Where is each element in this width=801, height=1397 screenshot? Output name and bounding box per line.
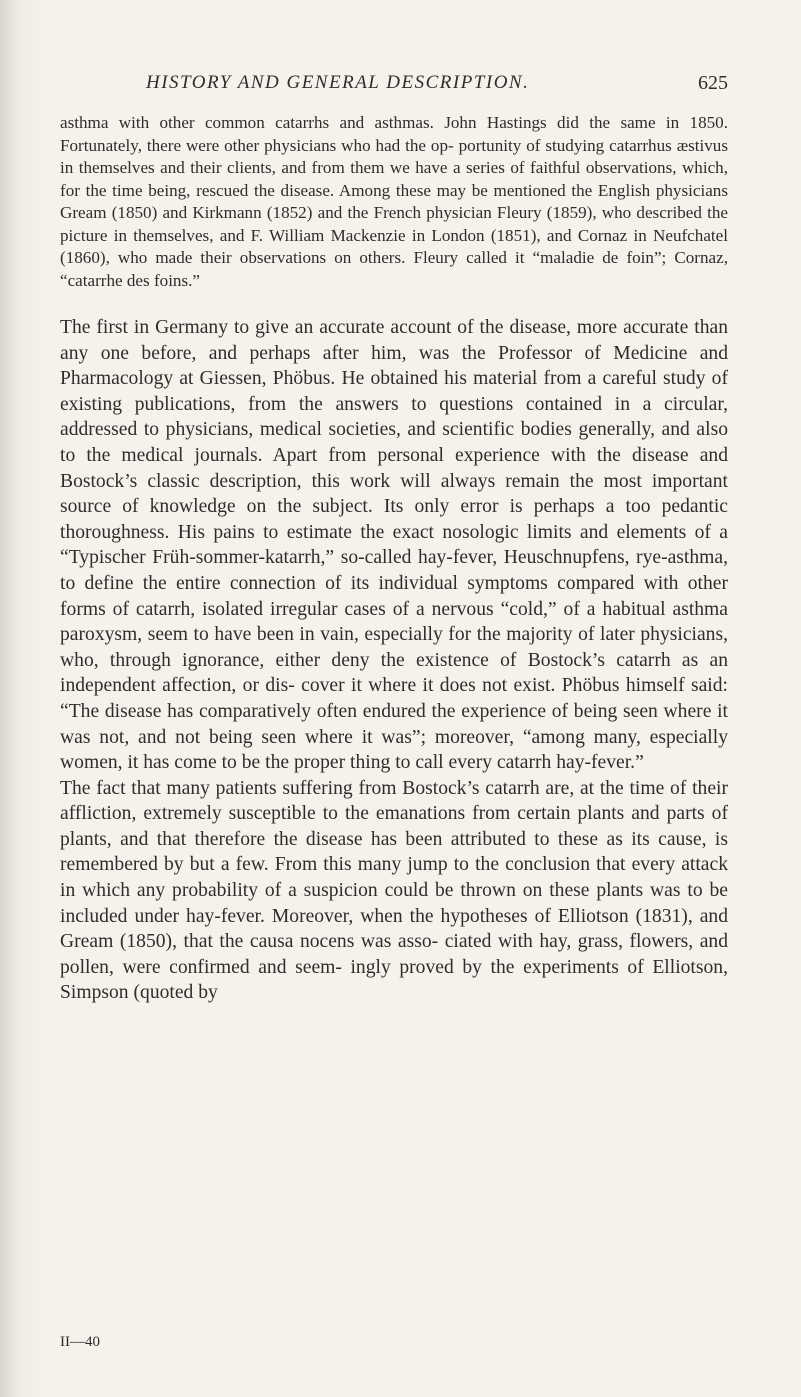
running-head: HISTORY AND GENERAL DESCRIPTION. [146,72,530,93]
page-number: 625 [698,72,728,94]
signature-mark: II—40 [60,1334,100,1350]
body-text [60,112,728,1006]
paragraph-3: The fact that many patients suffering from Bostock’s catarrh are, at the time of their affliction, extremely susceptible to the emanations from certain plants and parts of plants, and that therefore the disease has been attributed to these as its cause, is remembered by but a few. From this many jump to the conclusion that every attack in which any probability of a suspicion could be thrown on these plants was to be included under hay-fever. Moreover, when the hypotheses of Elliotson (1831), and Gream (1850), that the causa nocens was asso- ciated with hay, grass, flowers, and pollen, were confirmed and seem- ingly proved by the experiments of Elliotson, Simpson (quoted by [60,777,728,1004]
paragraph-2: The first in Germany to give an accurate account of the disease, more accurate than any one before, and perhaps after him, was the Professor of Medicine and Pharmacology at Giessen, Phöbus. He obtained his material from a careful study of existing publications, from the answers to questions contained in a circular, addressed to physicians, medical societies, and scientific bodies generally, and also to the medical journals. Apart from personal experience with the disease and Bostock’s classic description, this work will always remain the most important source of knowledge on the subject. Its only error is perhaps a too pedantic thoroughness. His pains to estimate the exact nosologic limits and elements of a “Typischer Früh-sommer-katarrh,” so-called hay-fever, Heuschnupfens, rye-asthma, to define the entire connection of its individual symptoms compared with other forms of catarrh, isolated irregular cases of a nervous “cold,” of a habitual asthma paroxysm, seem to have been in vain, especially for the majority of later physicians, who, through ignorance, either deny the existence of Bostock’s catarrh as an independent affection, or dis- cover it where it does not exist. Phöbus himself said: “The disease has comparatively often endured the experience of being seen where it was not, and not being seen where it was”; moreover, “among many, especially women, it has come to be the proper thing to call every catarrh hay-fever.” [60,317,728,774]
paragraph-1: asthma with other common catarrhs and asthmas. John Hastings did the same in 1850. Fortunately, there were other physicians who had the op- portunity of studying catarrhus æstivus in themselves and their clients, and from them we have a series of faithful observations, which, for the time being, rescued the disease. Among these may be mentioned the English physicians Gream (1850) and Kirkmann (1852) and the French physician Fleury (1859), who described the picture in themselves, and F. William Mackenzie in London (1851), and Cornaz in Neufchatel (1860), who made their observations on others. Fleury called it “maladie de foin”; Cornaz, “catarrhe des foins.” [60,113,728,290]
page-header [60,72,728,102]
